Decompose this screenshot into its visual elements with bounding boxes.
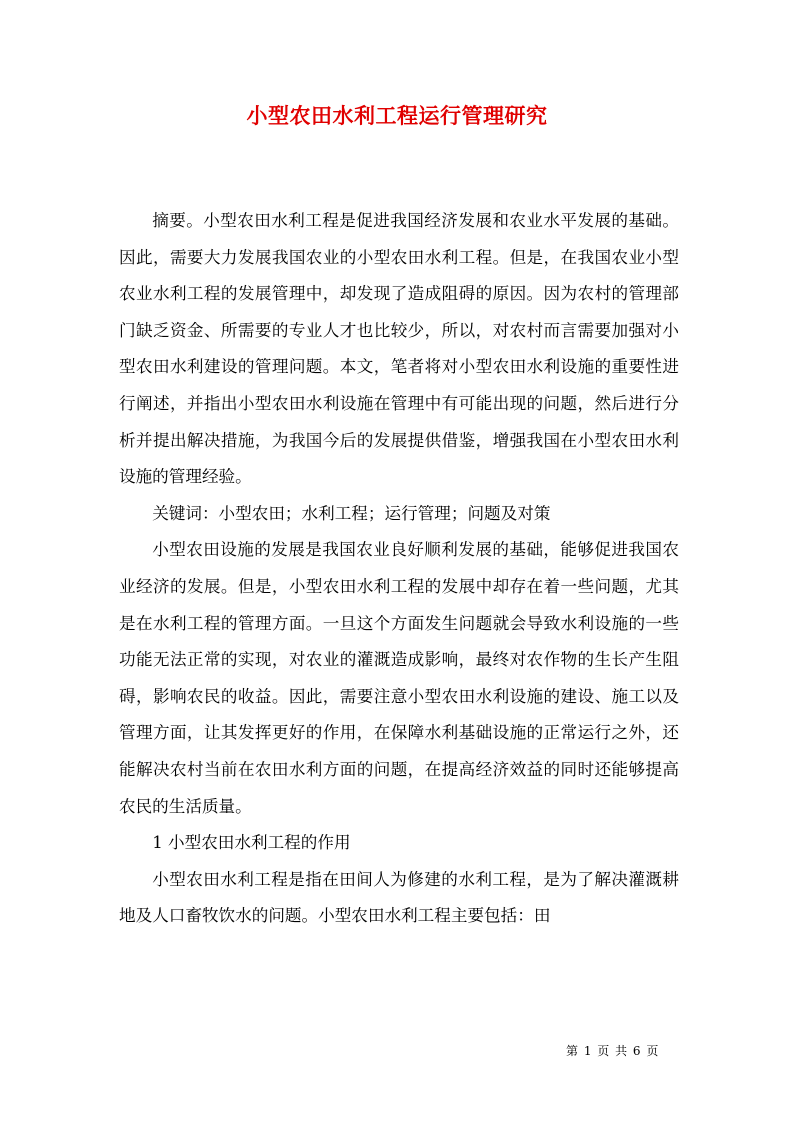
document-body <box>119 203 679 935</box>
page-number-footer: 第 1 页 共 6 页 <box>566 1044 660 1058</box>
intro-paragraph: 小型农田设施的发展是我国农业良好顺利发展的基础，能够促进我国农业经济的发展。但是，小型农田水利工程的发展中却存在着一些问题，尤其是在水利工程的管理方面。一旦这个方面发生问题就会导致水利设施的一些功能无法正常的实现，对农业的灌溉造成影响，最终对农作物的生长产生阻碍，影响农民的收益。因此，需要注意小型农田水利设施的建设、施工以及管理方面，让其发挥更好的作用，在保障水利基础设施的正常运行之外，还能解决农村当前在农田水利方面的问题，在提高经济效益的同时还能够提高农民的生活质量。 <box>119 540 679 816</box>
section-heading: 1 小型农田水利工程的作用 <box>152 833 351 853</box>
section-paragraph: 小型农田水利工程是指在田间人为修建的水利工程，是为了解决灌溉耕地及人口畜牧饮水的问题。小型农田水利工程主要包括：田 <box>119 869 679 926</box>
abstract-paragraph: 摘要。小型农田水利工程是促进我国经济发展和农业水平发展的基础。因此，需要大力发展我国农业的小型农田水利工程。但是，在我国农业小型农业水利工程的发展管理中，却发现了造成阻碍的原因。因为农村的管理部门缺乏资金、所需要的专业人才也比较少，所以，对农村而言需要加强对小型农田水利建设的管理问题。本文，笔者将对小型农田水利设施的重要性进行阐述，并指出小型农田水利设施在管理中有可能出现的问题，然后进行分析并提出解决措施，为我国今后的发展提供借鉴，增强我国在小型农田水利设施的管理经验。 <box>119 211 679 487</box>
document-title: 小型农田水利工程运行管理研究 <box>246 103 548 128</box>
keywords-paragraph: 关键词：小型农田；水利工程；运行管理；问题及对策 <box>152 503 551 523</box>
